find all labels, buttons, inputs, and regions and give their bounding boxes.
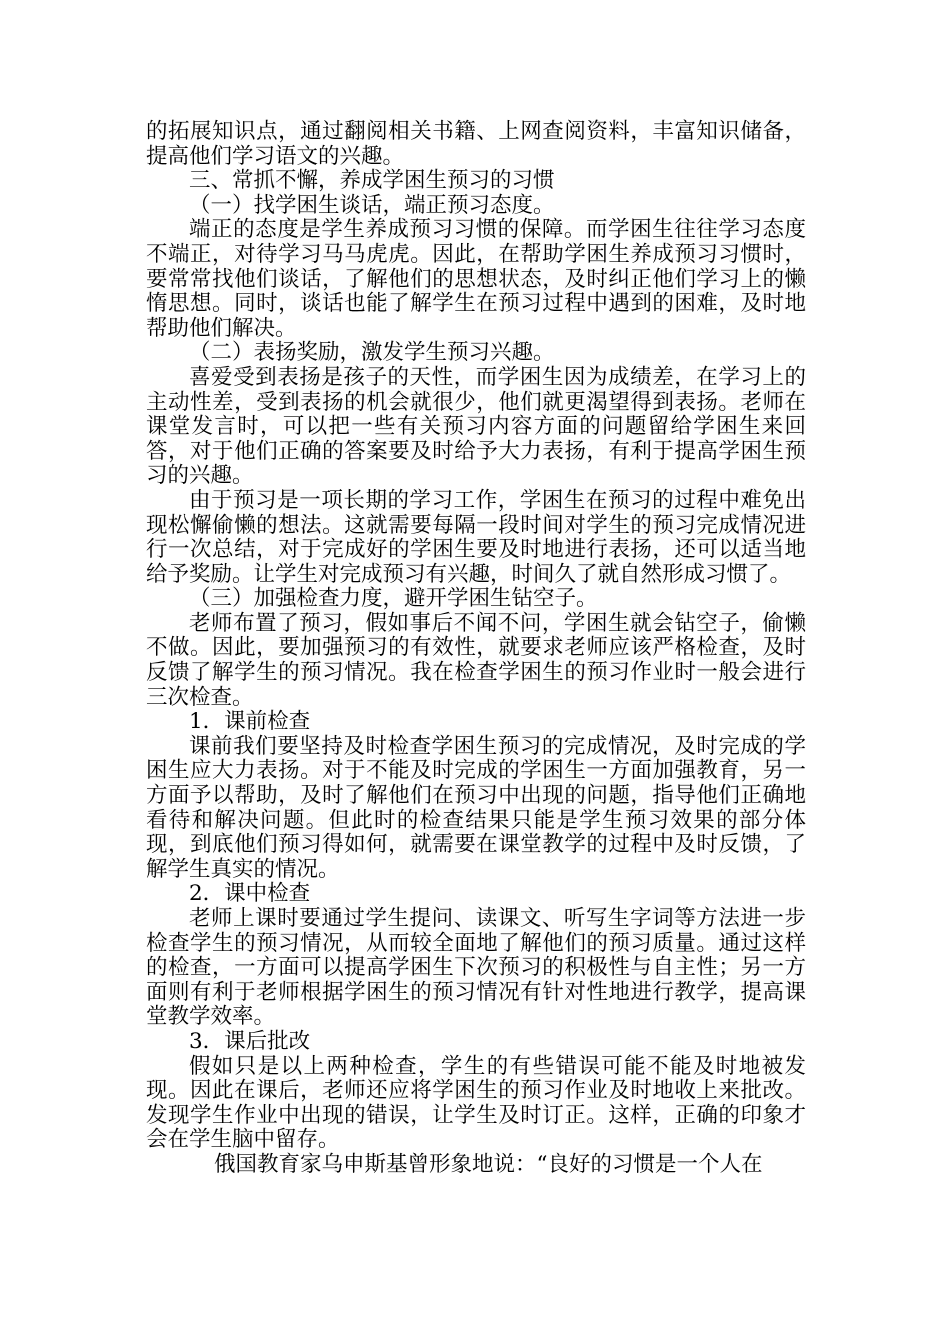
body-paragraph: 假如只是以上两种检查，学生的有些错误可能不能及时地被发现。因此在课后，老师还应将学困生的预习作业及时地收上来批改。发现学生作业中出现的错误，让学生及时订正。这样，正确的印象才会在学生脑中留存。	[146, 1053, 806, 1153]
document-page	[146, 120, 806, 1178]
list-item-heading: 2．课中检查	[189, 881, 311, 907]
paragraph-continued: 的拓展知识点，通过翻阅相关书籍、上网查阅资料，丰富知识储备，提高他们学习语文的兴趣。	[146, 119, 806, 169]
body-paragraph: 老师上课时要通过学生提问、读课文、听写生字词等方法进一步检查学生的预习情况，从而较全面地了解他们的预习质量。通过这样的检查，一方面可以提高学困生下次预习的积极性与自主性；另一方面则有利于老师根据学困生的预习情况有针对性地进行教学，提高课堂教学效率。	[146, 906, 806, 1030]
body-paragraph: 喜爱受到表扬是孩子的天性，而学困生因为成绩差，在学习上的主动性差，受到表扬的机会就很少，他们就更渴望得到表扬。老师在课堂发言时，可以把一些有关预习内容方面的问题留给学困生来回答，对于他们正确的答案要及时给予大力表扬，有利于提高学困生预习的兴趣。	[146, 364, 806, 489]
body-paragraph: 端正的态度是学生养成预习习惯的保障。而学困生往往学习态度不端正，对待学习马马虎虎。因此，在帮助学困生养成预习习惯时，要常常找他们谈话，了解他们的思想状态，及时纠正他们学习上的懒惰思想。同时，谈话也能了解学生在预习过程中遇到的困难，及时地帮助他们解决。	[146, 217, 806, 341]
subheading-2: （二）表扬奖励，激发学生预习兴趣。	[189, 340, 555, 366]
body-paragraph: 老师布置了预习，假如事后不闻不问，学困生就会钻空子，偷懒不做。因此，要加强预习的有效性，就要求老师应该严格检查，及时反馈了解学生的预习情况。我在检查学困生的预习作业时一般会进行三次检查。	[146, 610, 806, 710]
body-paragraph: 课前我们要坚持及时检查学困生预习的完成情况，及时完成的学困生应大力表扬。对于不能及时完成的学困生一方面加强教育，另一方面予以帮助，及时了解他们在预习中出现的问题，指导他们正确地看待和解决问题。但此时的检查结果只能是学生预习效果的部分体现，到底他们预习得如何，就需要在课堂教学的过程中及时反馈，了解学生真实的情况。	[146, 733, 806, 882]
list-item-heading: 1．课前检查	[189, 709, 311, 735]
section-heading: 三、常抓不懈，养成学困生预习的习惯	[189, 168, 555, 194]
list-item-heading: 3．课后批改	[189, 1028, 311, 1054]
body-paragraph: 由于预习是一项长期的学习工作，学困生在预习的过程中难免出现松懈偷懒的想法。这就需要每隔一段时间对学生的预习完成情况进行一次总结，对于完成好的学困生要及时地进行表扬，还可以适当地给予奖励。让学生对完成预习有兴趣，时间久了就自然形成习惯了。	[146, 487, 806, 587]
body-paragraph-last: 俄国教育家乌申斯基曾形象地说：“良好的习惯是一个人在	[214, 1151, 763, 1177]
subheading-3: （三）加强检查力度，避开学困生钻空子。	[189, 586, 598, 612]
subheading-1: （一）找学困生谈话，端正预习态度。	[189, 192, 555, 218]
